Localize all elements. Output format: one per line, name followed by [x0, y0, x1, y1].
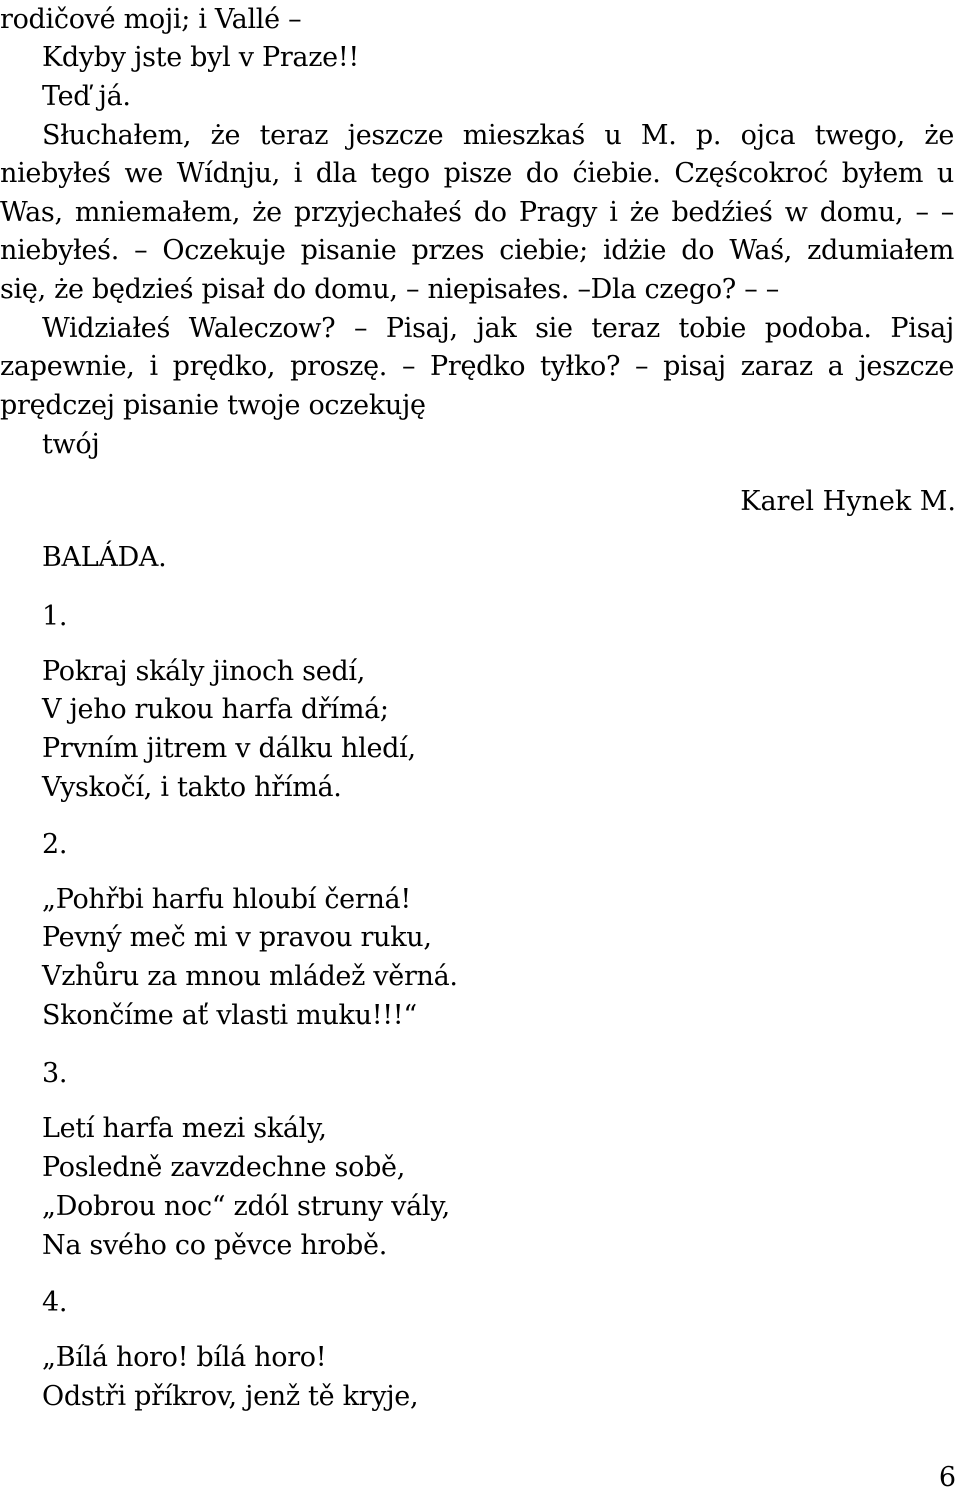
letter-line: Teď já.	[42, 81, 131, 112]
letter-line: prędczej pisanie twoje oczekuję	[0, 390, 426, 421]
poem-line: Na svého co pěvce hrobě.	[42, 1230, 387, 1261]
poem-line: Vzhůru za mnou mládež věrná.	[42, 961, 458, 992]
poem-line: V jeho rukou harfa dřímá;	[42, 694, 389, 725]
poem-line: Vyskočí, i takto hřímá.	[42, 772, 342, 803]
letter-line: się, że będzieś pisał do domu, – niepisałes. –Dla czego? – –	[0, 274, 779, 305]
letter-line: Słuchałem, że teraz jeszcze mieszkaś u M. p. ojca twego, że	[42, 120, 954, 151]
letter-line: twój	[42, 429, 100, 460]
stanza-number: 1.	[42, 601, 68, 632]
page-number: 6	[938, 1462, 956, 1493]
poem-line: „Dobrou noc“ zdól struny vály,	[42, 1191, 450, 1222]
letter-line: zapewnie, i prędko, proszę. – Prędko tyłko? – pisaj zaraz a jeszcze	[0, 351, 954, 382]
poem-line: Posledně zavzdechne sobě,	[42, 1152, 406, 1183]
letter-line: Was, mniemałem, że przyjechałeś do Pragy i że bedźieś w domu, – –	[0, 197, 954, 228]
letter-line: niebyłeś. – Oczekuje pisanie przes ciebie; idżie do Waś, zdumiałem	[0, 235, 954, 266]
poem-line: Letí harfa mezi skály,	[42, 1113, 327, 1144]
signature: Karel Hynek M.	[740, 486, 956, 517]
letter-line: rodičové moji; i Vallé –	[0, 4, 302, 35]
letter-line: Widziałeś Waleczow? – Pisaj, jak sie teraz tobie podoba. Pisaj	[42, 313, 954, 344]
poem-line: Pokraj skály jinoch sedí,	[42, 656, 366, 687]
poem-title: BALÁDA.	[42, 542, 167, 573]
letter-line: Kdyby jste byl v Praze!!	[42, 42, 359, 73]
poem-line: Odstři příkrov, jenž tě kryje,	[42, 1381, 419, 1412]
stanza-number: 4.	[42, 1287, 68, 1318]
poem-line: „Bílá horo! bílá horo!	[42, 1342, 327, 1373]
stanza-number: 3.	[42, 1058, 68, 1089]
stanza-number: 2.	[42, 829, 68, 860]
letter-line: niebyłeś we Wídnju, i dla tego pisze do ćiebie. Częścokroć byłem u	[0, 158, 954, 189]
poem-line: Skončíme ať vlasti muku!!!“	[42, 1000, 417, 1031]
poem-line: Prvním jitrem v dálku hledí,	[42, 733, 416, 764]
poem-line: „Pohřbi harfu hloubí černá!	[42, 884, 411, 915]
poem-line: Pevný meč mi v pravou ruku,	[42, 922, 432, 953]
